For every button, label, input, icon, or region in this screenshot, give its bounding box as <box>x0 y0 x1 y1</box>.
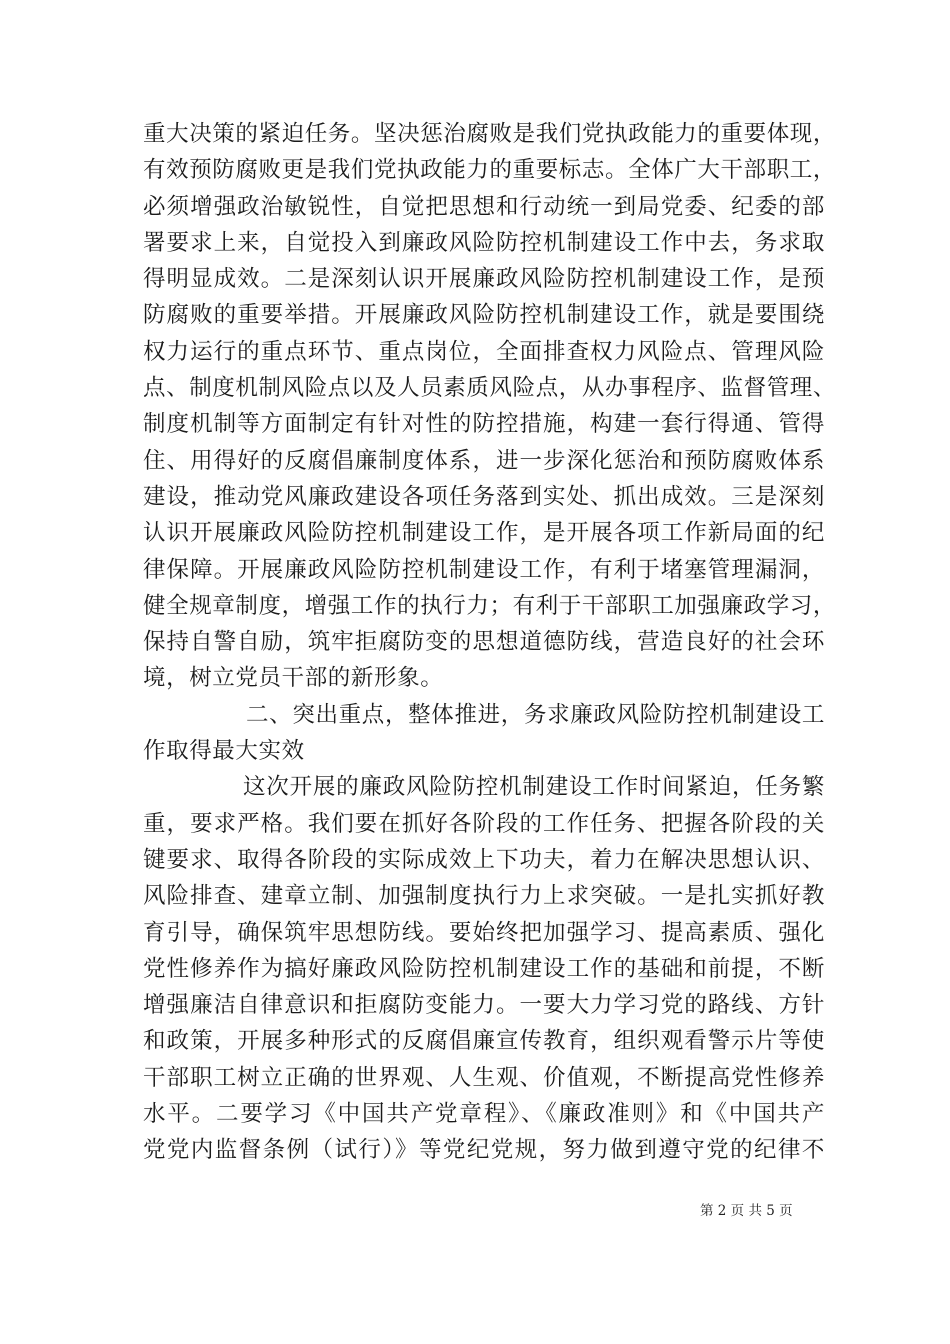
section-heading-line: 二、突出重点，整体推进，务求廉政风险防控机制建设工 <box>246 701 825 728</box>
paragraph-line: 键要求、取得各阶段的实际成效上下功夫，着力在解决思想认识、 <box>143 846 825 873</box>
paragraph-line: 育引导，确保筑牢思想防线。要始终把加强学习、提高素质、强化 <box>143 919 825 946</box>
paragraph-line: 干部职工树立正确的世界观、人生观、价值观，不断提高党性修养 <box>143 1064 825 1091</box>
paragraph-line: 制度机制等方面制定有针对性的防控措施，构建一套行得通、管得 <box>143 411 825 438</box>
paragraph-line: 水平。二要学习《中国共产党章程》、《廉政准则》和《中国共产 <box>143 1101 825 1128</box>
section-heading-line: 作取得最大实效 <box>143 738 305 765</box>
paragraph-line: 律保障。开展廉政风险防控机制建设工作，有利于堵塞管理漏洞， <box>143 556 825 583</box>
paragraph-line: 建设，推动党风廉政建设各项任务落到实处、抓出成效。三是深刻 <box>143 483 825 510</box>
paragraph-line: 防腐败的重要举措。开展廉政风险防控机制建设工作，就是要围绕 <box>143 302 825 329</box>
paragraph-line: 重，要求严格。我们要在抓好各阶段的工作任务、把握各阶段的关 <box>143 810 825 837</box>
document-body <box>143 116 837 1169</box>
paragraph-line: 这次开展的廉政风险防控机制建设工作时间紧迫，任务繁 <box>243 774 825 801</box>
page-number-footer: 第 2 页 共 5 页 <box>700 1203 793 1219</box>
paragraph-line: 得明显成效。二是深刻认识开展廉政风险防控机制建设工作，是预 <box>143 266 825 293</box>
paragraph-line: 增强廉洁自律意识和拒腐防变能力。一要大力学习党的路线、方针 <box>143 992 825 1019</box>
paragraph-line: 有效预防腐败更是我们党执政能力的重要标志。全体广大干部职工， <box>143 157 837 184</box>
paragraph-line: 重大决策的紧迫任务。坚决惩治腐败是我们党执政能力的重要体现， <box>143 121 837 147</box>
paragraph-line: 必须增强政治敏锐性，自觉把思想和行动统一到局党委、纪委的部 <box>143 193 825 220</box>
paragraph-line: 保持自警自励，筑牢拒腐防变的思想道德防线，营造良好的社会环 <box>143 629 825 656</box>
paragraph-line: 和政策，开展多种形式的反腐倡廉宣传教育，组织观看警示片等使 <box>143 1028 825 1055</box>
paragraph-line: 点、制度机制风险点以及人员素质风险点，从办事程序、监督管理、 <box>143 375 837 402</box>
paragraph-line: 风险排查、建章立制、加强制度执行力上求突破。一是扎实抓好教 <box>143 883 825 910</box>
paragraph-line: 党党内监督条例（试行）》等党纪党规，努力做到遵守党的纪律不 <box>143 1137 825 1164</box>
paragraph-line: 健全规章制度，增强工作的执行力；有利于干部职工加强廉政学习， <box>143 592 837 619</box>
paragraph-line: 境，树立党员干部的新形象。 <box>143 665 444 692</box>
paragraph-line: 权力运行的重点环节、重点岗位，全面排查权力风险点、管理风险 <box>143 338 825 365</box>
paragraph-line: 认识开展廉政风险防控机制建设工作，是开展各项工作新局面的纪 <box>143 520 825 547</box>
paragraph-line: 署要求上来，自觉投入到廉政风险防控机制建设工作中去，务求取 <box>143 229 825 256</box>
paragraph-line: 住、用得好的反腐倡廉制度体系，进一步深化惩治和预防腐败体系 <box>143 447 825 474</box>
paragraph-line: 党性修养作为搞好廉政风险防控机制建设工作的基础和前提，不断 <box>143 955 825 982</box>
